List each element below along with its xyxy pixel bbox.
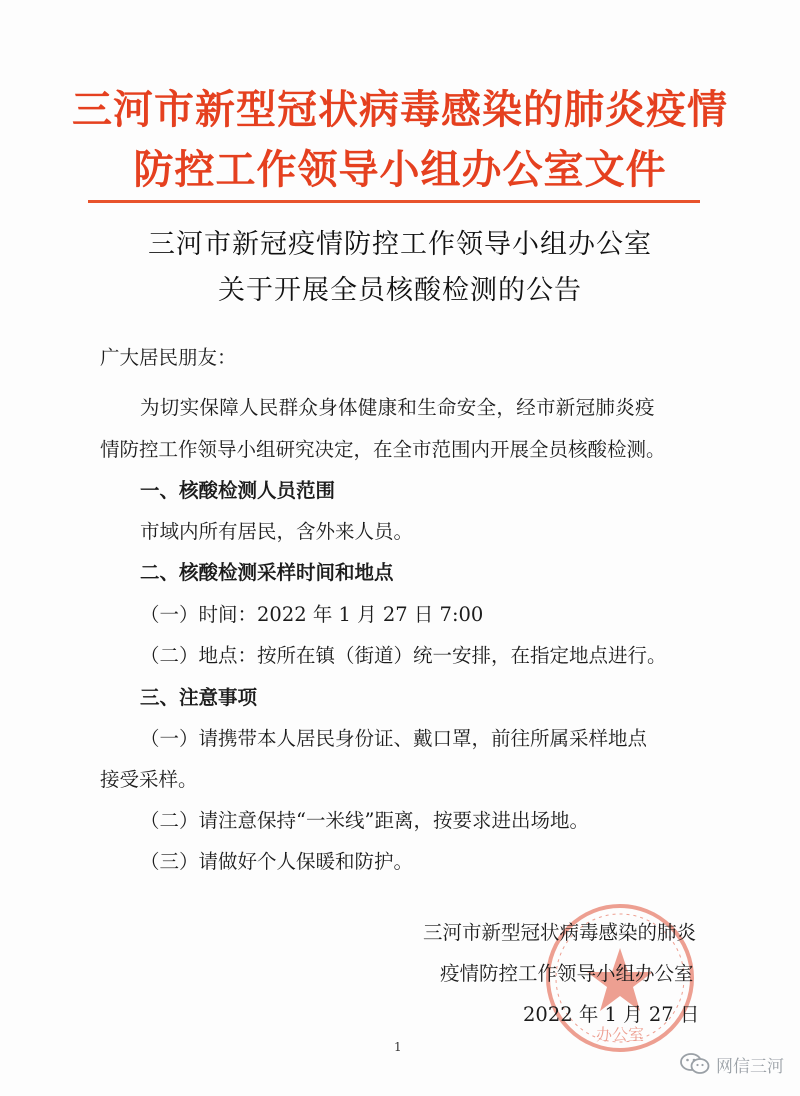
section-3-item-3: （三）请做好个人保暖和防护。 bbox=[140, 850, 414, 873]
section-2-heading: 二、核酸检测采样时间和地点 bbox=[140, 561, 394, 584]
section-3-item-1-line-1: （一）请携带本人居民身份证、戴口罩，前往所属采样地点 bbox=[140, 727, 648, 750]
watermark bbox=[680, 1052, 784, 1076]
announcement-title-line-1: 三河市新冠疫情防控工作领导小组办公室 bbox=[148, 229, 652, 260]
signature-date: 2022 年 1 月 27 日 bbox=[523, 1003, 700, 1026]
salutation: 广大居民朋友： bbox=[100, 346, 237, 369]
signature-line-1: 三河市新型冠状病毒感染的肺炎 bbox=[423, 921, 697, 944]
watermark-text: 网信三河 bbox=[716, 1056, 784, 1077]
intro-line-2: 情防控工作领导小组研究决定，在全市范围内开展全员核酸检测。 bbox=[100, 438, 666, 461]
document-header-line-1: 三河市新型冠状病毒感染的肺炎疫情 bbox=[72, 87, 728, 133]
document-header-line-2: 防控工作领导小组办公室文件 bbox=[133, 147, 667, 193]
section-1-heading: 一、核酸检测人员范围 bbox=[140, 479, 336, 502]
header-divider bbox=[88, 200, 700, 203]
page-number: 1 bbox=[394, 1040, 402, 1054]
section-3-item-1-line-2: 接受采样。 bbox=[100, 768, 198, 791]
intro-line-1: 为切实保障人民群众身体健康和生命安全，经市新冠肺炎疫 bbox=[140, 396, 655, 419]
section-3-heading: 三、注意事项 bbox=[140, 686, 258, 709]
seal-text: 办公室 bbox=[595, 1025, 645, 1044]
signature-line-2: 疫情防控工作领导小组办公室 bbox=[440, 962, 694, 985]
section-2-item-2: （二）地点：按所在镇（街道）统一安排，在指定地点进行。 bbox=[140, 644, 667, 667]
section-1-text: 市域内所有居民，含外来人员。 bbox=[140, 520, 414, 543]
announcement-title-line-2: 关于开展全员核酸检测的公告 bbox=[218, 275, 582, 306]
section-2-item-1: （一）时间：2022 年 1 月 27 日 7:00 bbox=[140, 603, 484, 626]
wechat-icon bbox=[680, 1053, 710, 1075]
section-3-item-2: （二）请注意保持“一米线”距离，按要求进出场地。 bbox=[140, 809, 589, 832]
